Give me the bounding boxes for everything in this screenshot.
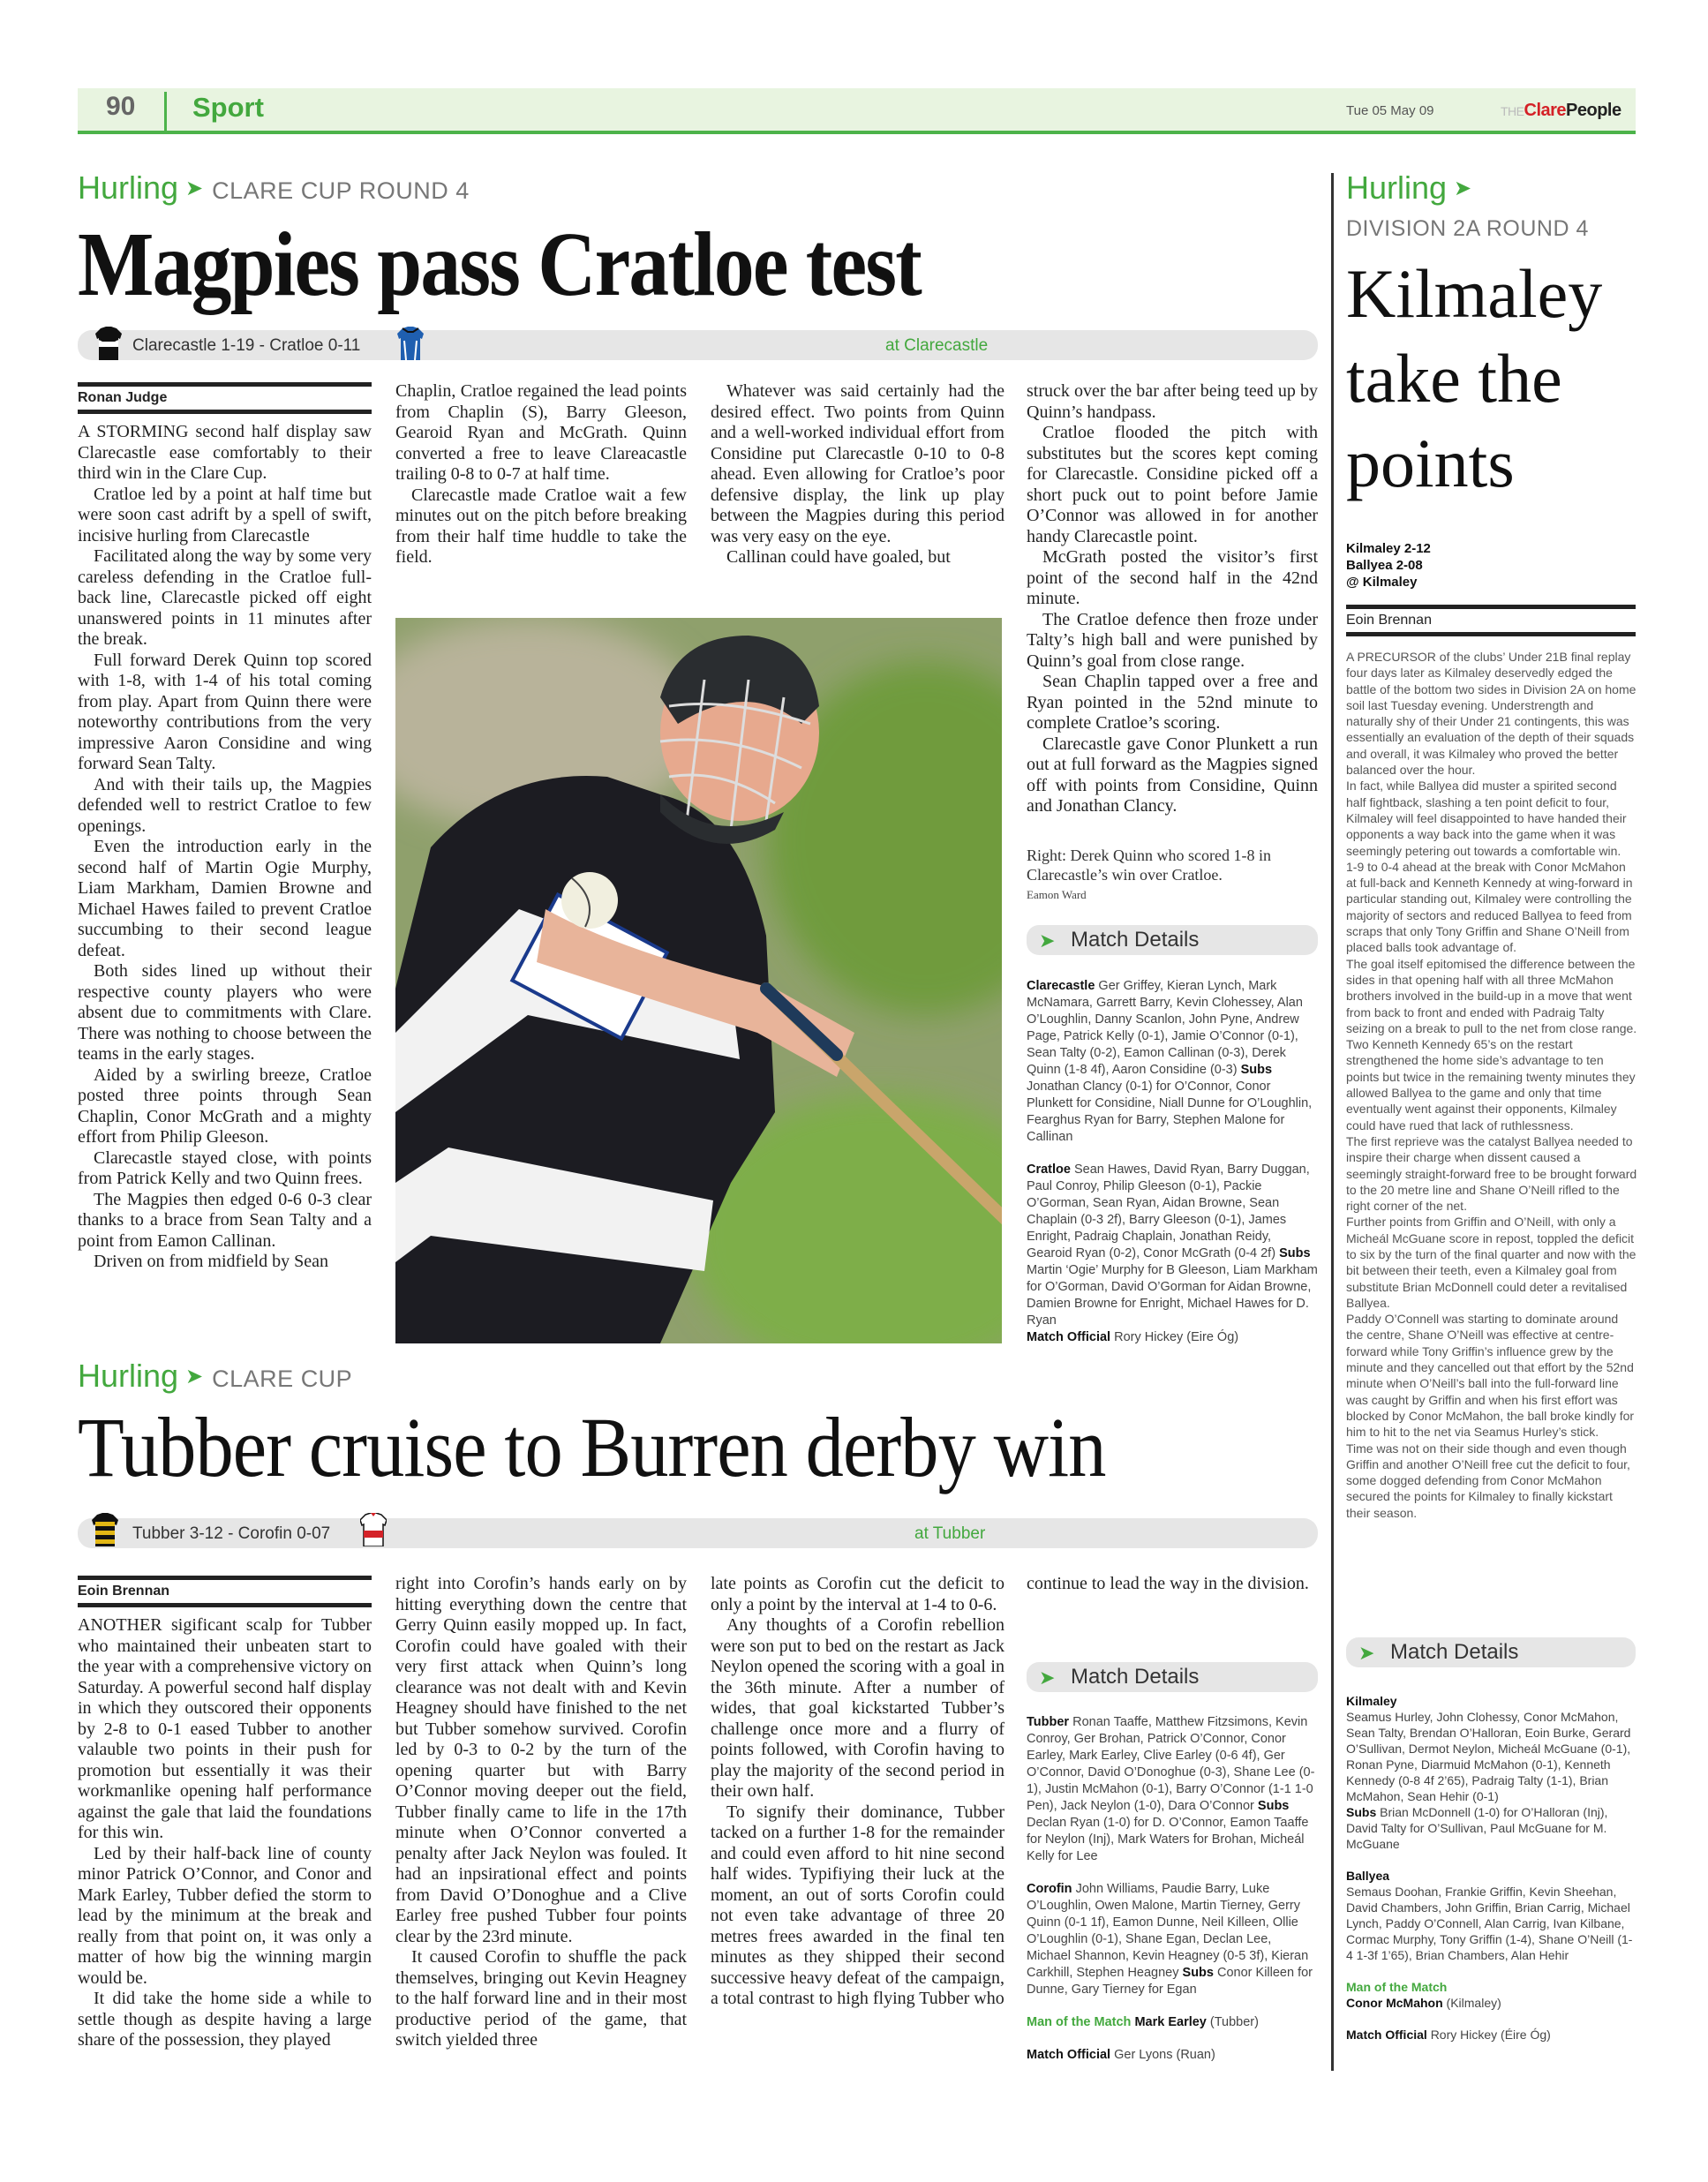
corofin-jersey-icon — [360, 1513, 387, 1546]
motm-name: Mark Earley — [1134, 2015, 1207, 2029]
paragraph: Cratloe flooded the pitch with substitutes but the scores kept coming for Clarecastle. Considine picked off a short puck out to point before Jamie O’Connor was allowed in for another handy Clarecastle point. — [1027, 423, 1318, 546]
paragraph: Callinan could have goaled, but — [726, 547, 951, 567]
paragraph: continue to lead the way in the division. — [1027, 1574, 1309, 1593]
article2-column-1 — [78, 1615, 372, 2051]
team-name: Clarecastle — [1027, 979, 1095, 993]
paragraph: To signify their dominance, Tubber tacked on a further 1-8 for the remainder and could even afford to hit nine second half wides. Typifiying their luck at the moment, an out of sorts Corofin could not even take advantage of three 20 metres frees awarded in the final ten minutes as they shipped their second successive heavy defeat of the campaign, a total contrast to high flying Tubber who — [711, 1802, 1004, 2008]
article1-match-details-header[interactable] — [1027, 925, 1318, 955]
official-name: Rory Hickey (Eire Óg) — [1114, 1330, 1239, 1344]
article3-body — [1346, 649, 1637, 1521]
article1-kicker — [78, 169, 470, 207]
article3-headline — [1346, 252, 1646, 506]
subs-label: Subs — [1346, 1805, 1377, 1819]
article2-byline[interactable]: Eoin Brennan — [78, 1576, 372, 1607]
paragraph: It caused Corofin to shuffle the pack themselves, bringing out Kevin Heagney to the half forward line and in their most productive period of the game, that switch yielded three — [395, 1947, 687, 2050]
chevron-right-icon: ➤ — [1454, 177, 1472, 200]
paragraph: Clarecastle made Cratloe wait a few minutes out on the pitch before breaking from their half time huddle to take the field. — [395, 485, 687, 567]
paragraph: Chaplin, Cratloe regained the lead points from Chaplin (S), Barry Gleeson, Gearoid Ryan and McGrath. Quinn converted a free to leave Clareacastle trailing 0-8 to 0-7 at half time. — [395, 381, 687, 484]
team2-lineup — [1346, 1868, 1637, 1963]
logo-the: THE — [1501, 104, 1524, 118]
motm-team: (Kilmaley) — [1446, 1996, 1501, 2010]
paragraph: Paddy O’Connell was starting to dominate around the centre, Shane O’Neill was effective at centre-forward while Tony Griffin’s influence grew by the minute and they cancelled out that effort by the 52nd minute when O’Neill’s ball into the full-forward line was caught by Griffin and when his first effort was blocked by Conor McMahon, the ball broke kindly for him to hit to the net via Seamus Hurley’s stick. — [1346, 1312, 1635, 1440]
headline-line: take the — [1346, 340, 1562, 417]
official-name: Rory Hickey (Éire Óg) — [1430, 2028, 1551, 2042]
paragraph: Even the introduction early in the second half of Martin Ogie Murphy, Liam Markham, Damien Browne and Michael Hawes failed to prevent Cratloe succumbing to their second league defeat. — [78, 837, 372, 960]
article2-venue: at Tubber — [914, 1524, 986, 1543]
paragraph: The first reprieve was the catalyst Ballyea needed to inspire their charge when dissent caused a seemingly straight-forward free to be brought forward to the 20 metre line and Shane O’Neill rifled to the right corner of the net. — [1346, 1133, 1637, 1214]
team-subs: Declan Ryan (1-0) for D. O’Connor, Eamon Taaffe for Neylon (Inj), Mark Waters for Brohan, Micheál Kelly for Lee — [1027, 1816, 1309, 1863]
paragraph: A STORMING second half display saw Clarecastle ease comfortably to their third win in the Clare Cup. — [78, 422, 372, 483]
team-name: Corofin — [1027, 1882, 1072, 1896]
man-of-the-match — [1027, 2014, 1318, 2031]
article1-score-bar — [78, 330, 1318, 360]
match-official — [1027, 2047, 1318, 2064]
photo-credit: Eamon Ward — [1027, 888, 1087, 901]
score-line: Ballyea 2-08 — [1346, 558, 1423, 573]
paragraph: And with their tails up, the Magpies defended well to restrict Cratloe to few openings. — [78, 774, 372, 836]
subs-label: Subs — [1279, 1246, 1311, 1260]
masthead-divider — [164, 92, 167, 131]
article1-column-4 — [1027, 381, 1318, 817]
subs-label: Subs — [1240, 1063, 1273, 1077]
column-divider — [1331, 173, 1334, 2071]
motm-name: Conor McMahon — [1346, 1996, 1443, 2010]
article1-photo[interactable] — [395, 618, 1002, 1343]
subs-label: Subs — [1182, 1966, 1214, 1980]
team-subs: Brian McDonnell (1-0) for O’Halloran (Inj), David Talty for O’Sullivan, Paul McGuane for M. McGuane — [1346, 1805, 1608, 1851]
headline-line: points — [1346, 425, 1515, 501]
official-label: Match Official — [1027, 2048, 1111, 2062]
match-details-title: Match Details — [1071, 928, 1200, 952]
official-name: Ger Lyons (Ruan) — [1114, 2048, 1215, 2062]
team-name: Tubber — [1027, 1715, 1070, 1729]
article3-match-details — [1346, 1693, 1637, 2058]
match-details-title: Match Details — [1390, 1640, 1519, 1664]
paragraph: right into Corofin’s hands early on by hitting everything down the centre that Gerry Quinn easily mopped up. In fact, Corofin could have goaled with their very first attack when Quinn’s long clearance was not dealt with and Kevin Heagney should have finished to the net but Tubber somehow survived. Corofin led by 0-3 to 0-2 by the turn of the opening quarter but with Barry O’Connor moving deeper out the field, Tubber finally came to life in the 17th minute when O’Connor converted a penalty after Jack Neylon was fouled. It had an inpsirational effect and points from David O’Donoghue and a Clive Earley free pushed Tubber four points clear by the 23rd minute. — [395, 1574, 687, 1946]
team-subs: Martin ‘Ogie’ Murphy for B Gleeson, Liam Markham for O’Gorman, David O’Gorman for Aidan Browne, Damien Browne for Enright, Michael Hawes for D. Ryan — [1027, 1263, 1318, 1328]
paragraph: It did take the home side a while to settle though as despite having a large share of the possession, they played — [78, 1989, 372, 2050]
article1-column-2 — [395, 381, 687, 568]
kicker-category[interactable]: Hurling — [78, 169, 179, 206]
paragraph: A PRECURSOR of the clubs’ Under 21B final replay four days later as Kilmaley deservedly edged the battle of the bottom two sides in Division 2A on home soil last Tuesday evening. Understrength and naturally shy of their Under 21 contingents, this was essentially an evaluation of the depth of their squads and overall, it was Kilmaley who proved the better balanced over the hour. — [1346, 650, 1637, 778]
team2-lineup — [1027, 1881, 1318, 1998]
article2-column-2 — [395, 1574, 687, 2051]
clarecastle-jersey-icon — [95, 327, 122, 360]
article2-match-details-header[interactable] — [1027, 1662, 1318, 1692]
team-name: Cratloe — [1027, 1162, 1071, 1177]
team-subs: Conor Killeen for Dunne, Gary Tierney for Egan — [1027, 1966, 1313, 1997]
article1-venue: at Clarecastle — [885, 336, 989, 355]
kicker-category[interactable]: Hurling — [78, 1358, 179, 1394]
photo-caption: Right: Derek Quinn who scored 1-8 in Clarecastle’s win over Cratloe. — [1027, 846, 1271, 884]
team-players: John Williams, Paudie Barry, Luke O’Loughlin, Owen Malone, Martin Tierney, Gerry Quinn (0-1 1f), Eamon Dunne, Neil Killeen, Ollie O’Loughlin (0-1), Shane Egan, Declan Lee, Michael Shannon, Kevin Heagney (0-5 3f), Kieran Carkhill, Stephen Heagney — [1027, 1882, 1309, 1980]
page-number: 90 — [106, 92, 136, 121]
paragraph: ANOTHER sigificant scalp for Tubber who maintained their unbeaten start to the year with a comprehensive victory on Saturday. A powerful second half display in which they outscored their opponents by 2-8 to 0-1 eased Tubber to another valauble two points in their push for promotion but essentially it was their workmanlike opening half performance against the gale that laid the foundations for this win. — [78, 1615, 372, 1842]
paragraph: Two Kenneth Kennedy 65’s on the restart strengthened the home side’s advantage to ten points but twice in the remaining twenty minutes they allowed Ballyea to the game and only that time eventually went against their opponents, Kilmaley could have rued that lack of ruthlessness. — [1346, 1037, 1636, 1132]
hurler-photo-illustration — [395, 618, 1002, 1343]
man-of-the-match — [1346, 1979, 1637, 2011]
motm-label: Man of the Match — [1346, 1980, 1448, 1994]
article1-photo-caption-block — [1027, 846, 1318, 902]
motm-label: Man of the Match — [1027, 2015, 1132, 2029]
article2-column-3 — [711, 1574, 1004, 2010]
team-players: Ger Griffey, Kieran Lynch, Mark McNamara, Garrett Barry, Kevin Clohessey, Alan O’Loughlin, Danny Scanlon, John Pyne, Andrew Page, Patrick Kelly (0-1), Jamie O’Connor (0-1), Sean Talty (0-2), Eamon Callinan (0-3), Derek Quinn (1-8 4f), Aaron Considine (0-3) — [1027, 979, 1303, 1077]
chevron-right-icon: ➤ — [1358, 1642, 1375, 1664]
cratloe-jersey-icon — [397, 327, 424, 360]
paragraph: Facilitated along the way by some very careless defending in the Cratloe full-back line, Clarecastle picked off eight unanswered points in 11 minutes after the break. — [78, 546, 372, 649]
paragraph: Both sides lined up without their respective county players who were absent due to commitments with Clare. There was nothing to choose between the teams in the early stages. — [78, 961, 372, 1064]
official-label: Match Official — [1346, 2028, 1427, 2042]
kicker-subcategory: CLARE CUP — [212, 1366, 353, 1392]
team1-lineup — [1346, 1693, 1637, 1852]
article1-byline[interactable]: Ronan Judge — [78, 382, 372, 414]
article1-column-1 — [78, 422, 372, 1273]
team-name: Kilmaley — [1346, 1694, 1397, 1708]
paragraph: Clarecastle stayed close, with points from Patrick Kelly and two Quinn frees. — [78, 1147, 372, 1188]
article3-score — [1346, 540, 1431, 591]
article2-headline: Tubber cruise to Burren derby win — [78, 1400, 1106, 1494]
paragraph: Led by their half-back line of county minor Patrick O’Connor, and Conor and Mark Earley, Tubber defied the storm to lead by the minimum at the break and really from that point on, it was only a matter of how big the winning margin would be. — [78, 1843, 372, 1988]
newspaper-logo[interactable] — [1501, 101, 1621, 121]
article2-score-bar — [78, 1518, 1318, 1548]
kicker-subcategory: DIVISION 2A ROUND 4 — [1346, 216, 1589, 241]
paragraph: late points as Corofin cut the deficit to only a point by the interval at 1-4 to 0-6. — [711, 1574, 1004, 1614]
team2-lineup — [1027, 1162, 1318, 1329]
article1-match-details — [1027, 978, 1318, 1362]
paragraph: The Cratloe defence then froze under Talty’s high ball and were punished by Quinn’s goal from close range. — [1027, 609, 1318, 671]
paragraph: Whatever was said certainly had the desired effect. Two points from Quinn and a well-worked individual effort from Considine put Clarecastle 0-10 to 0-8 ahead. Even allowing for Cratloe’s poor defensive display, the link up play between the Magpies during this period was very easy on the eye. — [711, 381, 1004, 546]
article2-match-details — [1027, 1714, 1318, 2080]
team1-lineup — [1027, 978, 1318, 1146]
article3-match-details-header[interactable] — [1346, 1637, 1636, 1667]
article1-headline: Magpies pass Cratloe test — [78, 214, 921, 315]
subs-label: Subs — [1257, 1799, 1290, 1813]
chevron-right-icon: ➤ — [185, 177, 204, 200]
issue-date: Tue 05 May 09 — [1346, 103, 1434, 118]
article1-column-3 — [711, 381, 1004, 568]
team-players: Semaus Doohan, Frankie Griffin, Kevin Sheehan, David Chambers, John Griffin, Brian Carrig, Michael Lynch, Paddy O’Connell, Alan Carrig, Ivan Kilbane, Cormac Murphy, Tony Griffin (1-4), Shane O’Neill (1-4 1-3f 1’65), Brian Chambers, Alan Hehir — [1346, 1885, 1633, 1962]
team1-lineup — [1027, 1714, 1318, 1865]
paragraph: Clarecastle gave Conor Plunkett a run out at full forward as the Magpies signed off with points from Considine, Quinn and Jonathan Clancy. — [1027, 734, 1318, 816]
team-players: Seamus Hurley, John Clohessy, Conor McMahon, Sean Talty, Brendan O’Halloran, Eoin Burke, Gerard O’Sullivan, Dermot Neylon, Micheál McGuane (0-1), Ronan Pyne, Diarmuid McMahon (0-1), Kenneth Kennedy (0-8 4f 2’65), Padraig Talty (1-1), Brian McMahon, Sean Hehir (0-1) — [1346, 1710, 1631, 1803]
paragraph: Cratloe led by a point at half time but were soon cast adrift by a spell of swift, incisive hurling from Clarecastle — [78, 484, 372, 546]
section-title[interactable]: Sport — [192, 92, 264, 123]
article3-byline[interactable]: Eoin Brennan — [1346, 605, 1636, 636]
kicker-subcategory: CLARE CUP ROUND 4 — [212, 177, 470, 204]
paragraph: Sean Chaplin tapped over a free and Ryan pointed in the 52nd minute to complete Cratloe’s scoring. — [1027, 672, 1318, 733]
article1-score: Clarecastle 1-19 - Cratloe 0-11 — [132, 336, 361, 355]
logo-clare: Clare — [1524, 101, 1567, 120]
paragraph: Any thoughts of a Corofin rebellion were son put to bed on the restart as Jack Neylon opened the scoring with a goal in the 36th minute. After a number of wides, that goal kickstarted Tubber’s challenge once more and a flurry of points followed, with Corofin having to play the majority of the second period in their own half. — [711, 1615, 1004, 1801]
motm-team: (Tubber) — [1209, 2015, 1259, 2029]
paragraph: Further points from Griffin and O’Neill, with only a Micheál McGuane score in repost, toppled the deficit to six by the turn of the final quarter and now with the bit between their teeth, even a Kilmaley goal from substitute Brian McDonnell could deter a revitalised Ballyea. — [1346, 1215, 1637, 1310]
article2-kicker — [78, 1358, 352, 1395]
article2-score: Tubber 3-12 - Corofin 0-07 — [132, 1524, 331, 1543]
paragraph: Time was not on their side though and even though Griffin and another O’Neill free cut the deficit to four, some dogged defending from Conor McMahon secured the points for Kilmaley to finally kickstart their season. — [1346, 1441, 1630, 1520]
match-official — [1346, 2027, 1637, 2043]
chevron-right-icon: ➤ — [1039, 1667, 1056, 1689]
paragraph: Aided by a swirling breeze, Cratloe posted three points through Sean Chaplin, Conor McGrath and a mighty effort from Philip Gleeson. — [78, 1065, 372, 1147]
score-line: @ Kilmaley — [1346, 575, 1418, 590]
team-players: Sean Hawes, David Ryan, Barry Duggan, Paul Conroy, Philip Gleeson (0-1), Packie O’Gorman, Sean Ryan, Aidan Browne, Sean Chaplain (0-3 2f), Barry Gleeson (0-1), James Enright, Padraig Chaplain, Jonathan Reidy, Gearoid Ryan (0-2), Conor McGrath (0-4 2f) — [1027, 1162, 1310, 1260]
paragraph: The Magpies then edged 0-6 0-3 clear thanks to a brace from Sean Talty and a point from Eamon Callinan. — [78, 1189, 372, 1251]
paragraph: Driven on from midfield by Sean — [94, 1252, 329, 1271]
team-subs: Jonathan Clancy (0-1) for O’Connor, Conor Plunkett for Considine, Niall Dunne for O’Loughlin, Fearghus Ryan for Barry, Stephen Malone for Callinan — [1027, 1080, 1313, 1144]
article2-column-4 — [1027, 1574, 1318, 1595]
paragraph: struck over the bar after being teed up by Quinn’s handpass. — [1027, 381, 1318, 422]
official-label: Match Official — [1027, 1330, 1111, 1344]
paragraph: Full forward Derek Quinn top scored with 1-8, with 1-4 of his total coming from play. Apart from Quinn there were noteworthy contributions from the very impressive Aaron Considine and wing forward Sean Talty. — [78, 650, 372, 773]
match-details-title: Match Details — [1071, 1665, 1200, 1689]
tubber-jersey-icon — [92, 1513, 118, 1546]
team-players: Ronan Taaffe, Matthew Fitzsimons, Kevin Conroy, Ger Brohan, Patrick O’Connor, Conor Earley, Mark Earley, Clive Earley (0-6 4f), Ger O’Connor, David O’Donoghue (0-3), Shane Lee (0-1), Justin McMahon (0-1), Barry O’Connor (1-1 1-0 Pen), Jack Neylon (1-0), Dara O’Connor — [1027, 1715, 1315, 1813]
kicker-category[interactable]: Hurling — [1346, 169, 1448, 206]
paragraph: The goal itself epitomised the difference between the sides in that opening half with all three McMahon brothers involved in the build-up in a move that went from back to front and ended with Padraig Talty seizing on a break to pull to the net from close range. — [1346, 956, 1637, 1035]
chevron-right-icon: ➤ — [1039, 929, 1056, 952]
paragraph: In fact, while Ballyea did muster a spirited second half fightback, slashing a ten point deficit to four, Kilmaley will feel disappointed to have handed their opponents a way back into the game when it was seemingly petering out towards a comfortable win. — [1346, 779, 1627, 858]
logo-people: People — [1566, 101, 1621, 120]
paragraph: 1-9 to 0-4 ahead at the break with Conor McMahon at full-back and Kenneth Kennedy at wing-forward in particular standing out, Kilmaley were controlling the majority of sectors and reduced Ballyea to feed from scraps that only Tony Griffin and Shane O’Neill from placed balls took advantage of. — [1346, 859, 1633, 955]
headline-line: Kilmaley — [1346, 255, 1603, 332]
match-official — [1027, 1329, 1318, 1346]
paragraph: McGrath posted the visitor’s first point of the second half in the 42nd minute. — [1027, 547, 1318, 608]
team-name: Ballyea — [1346, 1869, 1390, 1883]
article3-kicker — [1346, 169, 1637, 244]
chevron-right-icon: ➤ — [185, 1365, 204, 1388]
score-line: Kilmaley 2-12 — [1346, 541, 1431, 556]
